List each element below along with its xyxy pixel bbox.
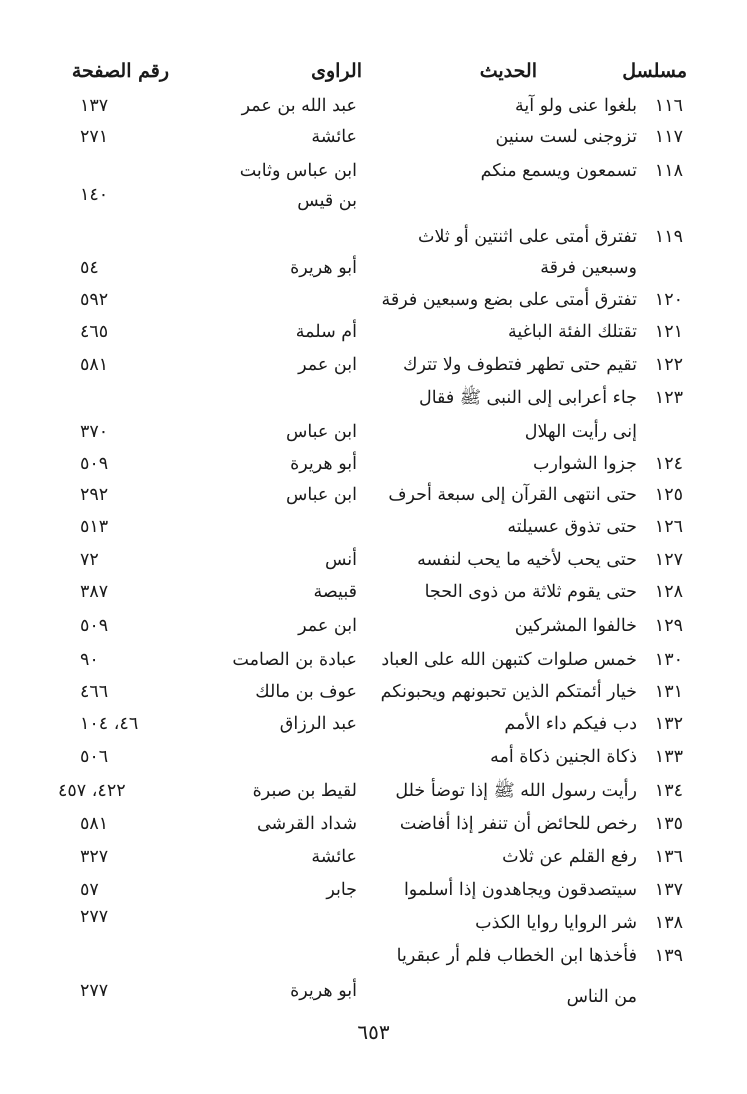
hadith-text: خمس صلوات كتبهن الله على العباد xyxy=(381,650,637,670)
serial-number: ١٢٩ xyxy=(654,616,683,636)
serial-number: ١٣١ xyxy=(654,682,683,702)
page-ref: ٥٧ xyxy=(80,880,99,900)
page-ref: ٥١٣ xyxy=(80,517,109,537)
page-ref: ٣٨٧ xyxy=(80,582,109,602)
page-ref: ٧٢ xyxy=(80,550,99,570)
hadith-text: تقتلك الفئة الباغية xyxy=(507,322,637,342)
serial-number: ١٢٣ xyxy=(654,388,683,408)
page-number: ٦٥٣ xyxy=(357,1020,390,1044)
hadith-text: دب فيكم داء الأمم xyxy=(504,714,637,734)
header-hadith: الحديث xyxy=(479,60,537,82)
narrator: أبو هريرة xyxy=(290,258,357,278)
narrator: ابن عباس xyxy=(285,422,357,442)
hadith-text: جزوا الشوارب xyxy=(533,454,637,474)
hadith-text: تفترق أمتى على اثنتين أو ثلاث xyxy=(418,227,637,247)
serial-number: ١٢٧ xyxy=(654,550,683,570)
serial-number: ١٣٧ xyxy=(654,880,683,900)
narrator: أم سلمة xyxy=(295,322,357,342)
hadith-text: جاء أعرابى إلى النبى ﷺ فقال xyxy=(419,388,637,408)
hadith-text: تفترق أمتى على بضع وسبعين فرقة xyxy=(381,290,637,310)
page-ref: ٤٦٦ xyxy=(80,682,109,702)
narrator: شداد القرشى xyxy=(256,814,357,834)
serial-number: ١٣٩ xyxy=(654,946,683,966)
page-ref: ٥٩٢ xyxy=(80,290,109,310)
header-page: رقم الصفحة xyxy=(71,60,169,82)
hadith-text: خالفوا المشركين xyxy=(514,616,637,636)
page-ref: ٥٤ xyxy=(80,258,99,278)
hadith-text: بلغوا عنى ولو آية xyxy=(515,96,637,116)
serial-number: ١٣٦ xyxy=(654,847,683,867)
narrator: ابن عباس وثابت xyxy=(239,161,357,181)
narrator: عبادة بن الصامت xyxy=(232,650,357,670)
page-ref: ٢٧٧ xyxy=(80,907,109,927)
hadith-text: ذكاة الجنين ذكاة أمه xyxy=(490,747,637,767)
page-ref: ٥٨١ xyxy=(80,814,109,834)
serial-number: ١٣٤ xyxy=(654,781,683,801)
header-serial: مسلسل xyxy=(622,60,687,82)
serial-number: ١٣٥ xyxy=(654,814,683,834)
hadith-text: رأيت رسول الله ﷺ إذا توضأ خلل xyxy=(395,781,637,801)
page-ref: ١٣٧ xyxy=(80,96,109,116)
hadith-text: حتى يحب لأخيه ما يحب لنفسه xyxy=(417,550,637,570)
page-ref: ٣٧٠ xyxy=(80,422,109,442)
narrator: عوف بن مالك xyxy=(255,682,357,702)
narrator: أبو هريرة xyxy=(290,981,357,1001)
hadith-text: خيار أئمتكم الذين تحبونهم ويحبونكم xyxy=(380,682,637,702)
narrator: عبد الرزاق xyxy=(279,714,357,734)
hadith-text-continued: إنى رأيت الهلال xyxy=(524,422,637,442)
page-ref: ٢٧١ xyxy=(80,127,109,147)
page-ref: ٩٠ xyxy=(80,650,99,670)
serial-number: ١٢٥ xyxy=(654,485,683,505)
narrator: ابن عمر xyxy=(298,355,357,375)
page-ref: ٤٦٥ xyxy=(80,322,109,342)
serial-number: ١٢٤ xyxy=(654,454,683,474)
hadith-text-continued: وسبعين فرقة xyxy=(540,258,637,278)
serial-number: ١٣٣ xyxy=(654,747,683,767)
page-ref: ٢٧٧ xyxy=(80,981,109,1001)
narrator: ابن عمر xyxy=(298,616,357,636)
serial-number: ١١٧ xyxy=(654,127,683,147)
narrator: قبيصة xyxy=(313,582,357,602)
page-ref: ٥٠٦ xyxy=(80,747,109,767)
hadith-text: سيتصدقون ويجاهدون إذا أسلموا xyxy=(403,880,637,900)
serial-number: ١٢٠ xyxy=(654,290,683,310)
page-ref: ٤٢٢، ٤٥٧ xyxy=(58,781,126,801)
hadith-text: حتى يقوم ثلاثة من ذوى الحجا xyxy=(424,582,637,602)
serial-number: ١٣٨ xyxy=(654,913,683,933)
serial-number: ١١٩ xyxy=(654,227,683,247)
narrator: عائشة xyxy=(311,127,357,147)
serial-number: ١٢٢ xyxy=(654,355,683,375)
page-ref: ٢٩٢ xyxy=(80,485,109,505)
serial-number: ١٢١ xyxy=(654,322,683,342)
hadith-text: رخص للحائض أن تنفر إذا أفاضت xyxy=(399,814,637,834)
header-narrator: الراوى xyxy=(311,60,362,82)
serial-number: ١٣٠ xyxy=(654,650,683,670)
narrator: جابر xyxy=(326,880,357,900)
page-ref: ٤٦، ١٠٤ xyxy=(80,714,139,734)
hadith-text: تسمعون ويسمع منكم xyxy=(480,161,637,181)
page-ref: ٥٠٩ xyxy=(80,454,109,474)
hadith-text: حتى انتهى القرآن إلى سبعة أحرف xyxy=(388,485,637,505)
serial-number: ١٢٦ xyxy=(654,517,683,537)
hadith-text-continued: من الناس xyxy=(566,987,637,1007)
narrator: عائشة xyxy=(311,847,357,867)
hadith-text: تقيم حتى تطهر فتطوف ولا تترك xyxy=(403,355,637,375)
serial-number: ١١٦ xyxy=(654,96,683,116)
narrator: أبو هريرة xyxy=(290,454,357,474)
hadith-text: رفع القلم عن ثلاث xyxy=(502,847,637,867)
narrator: لقيط بن صبرة xyxy=(252,781,357,801)
hadith-text: تزوجنى لست سنين xyxy=(495,127,637,147)
serial-number: ١١٨ xyxy=(654,161,683,181)
narrator: ابن عباس xyxy=(285,485,357,505)
hadith-text: شر الروايا روايا الكذب xyxy=(475,913,637,933)
narrator: أنس xyxy=(324,550,357,570)
page-ref: ١٤٠ xyxy=(80,185,109,205)
page-ref: ٣٢٧ xyxy=(80,847,109,867)
hadith-text: حتى تذوق عسيلته xyxy=(507,517,637,537)
narrator: عبد الله بن عمر xyxy=(241,96,357,116)
serial-number: ١٣٢ xyxy=(654,714,683,734)
hadith-text: فأخذها ابن الخطاب فلم أر عبقريا xyxy=(396,946,637,966)
page-ref: ٥٠٩ xyxy=(80,616,109,636)
narrator-continued: بن قيس xyxy=(297,191,357,211)
serial-number: ١٢٨ xyxy=(654,582,683,602)
page-ref: ٥٨١ xyxy=(80,355,109,375)
